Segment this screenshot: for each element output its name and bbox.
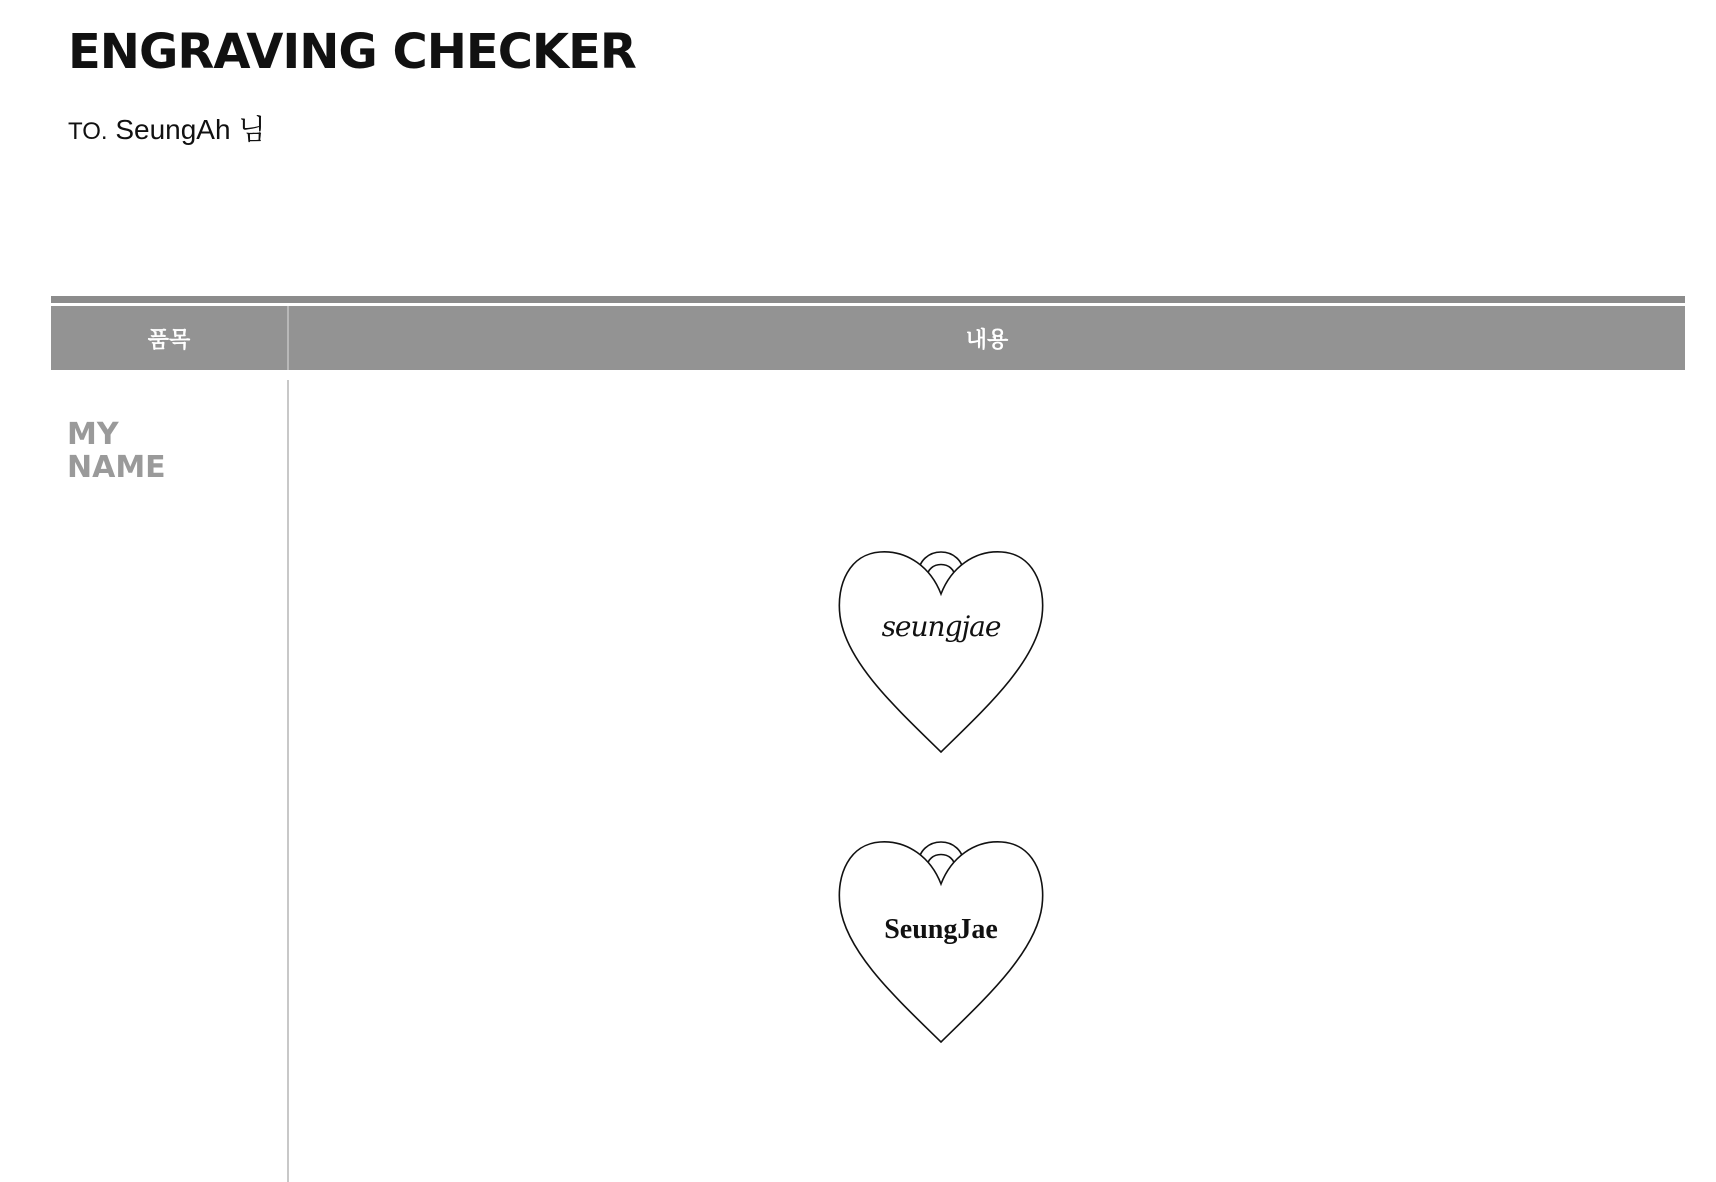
to-prefix: TO. [68, 118, 108, 145]
item-name-my-name [67, 418, 166, 484]
table-header-row [51, 306, 1685, 370]
column-divider [287, 380, 289, 1182]
recipient-line [68, 108, 265, 148]
heart-charm-icon [838, 538, 1044, 756]
engraving-text: SeungJae [884, 914, 998, 945]
recipient-name: SeungAh 님 [115, 114, 266, 145]
engraving-text: seungjae [881, 610, 1001, 643]
header-item: 품목 [51, 306, 289, 370]
heart-charm-serif [838, 828, 1044, 1046]
item-name-line: NAME [67, 450, 166, 485]
document-title: ENGRAVING CHECKER [68, 24, 636, 80]
item-name-line: MY [67, 417, 119, 452]
header-content: 내용 [965, 327, 1009, 353]
heart-charm-script [838, 538, 1044, 756]
table-top-rule [51, 296, 1685, 303]
